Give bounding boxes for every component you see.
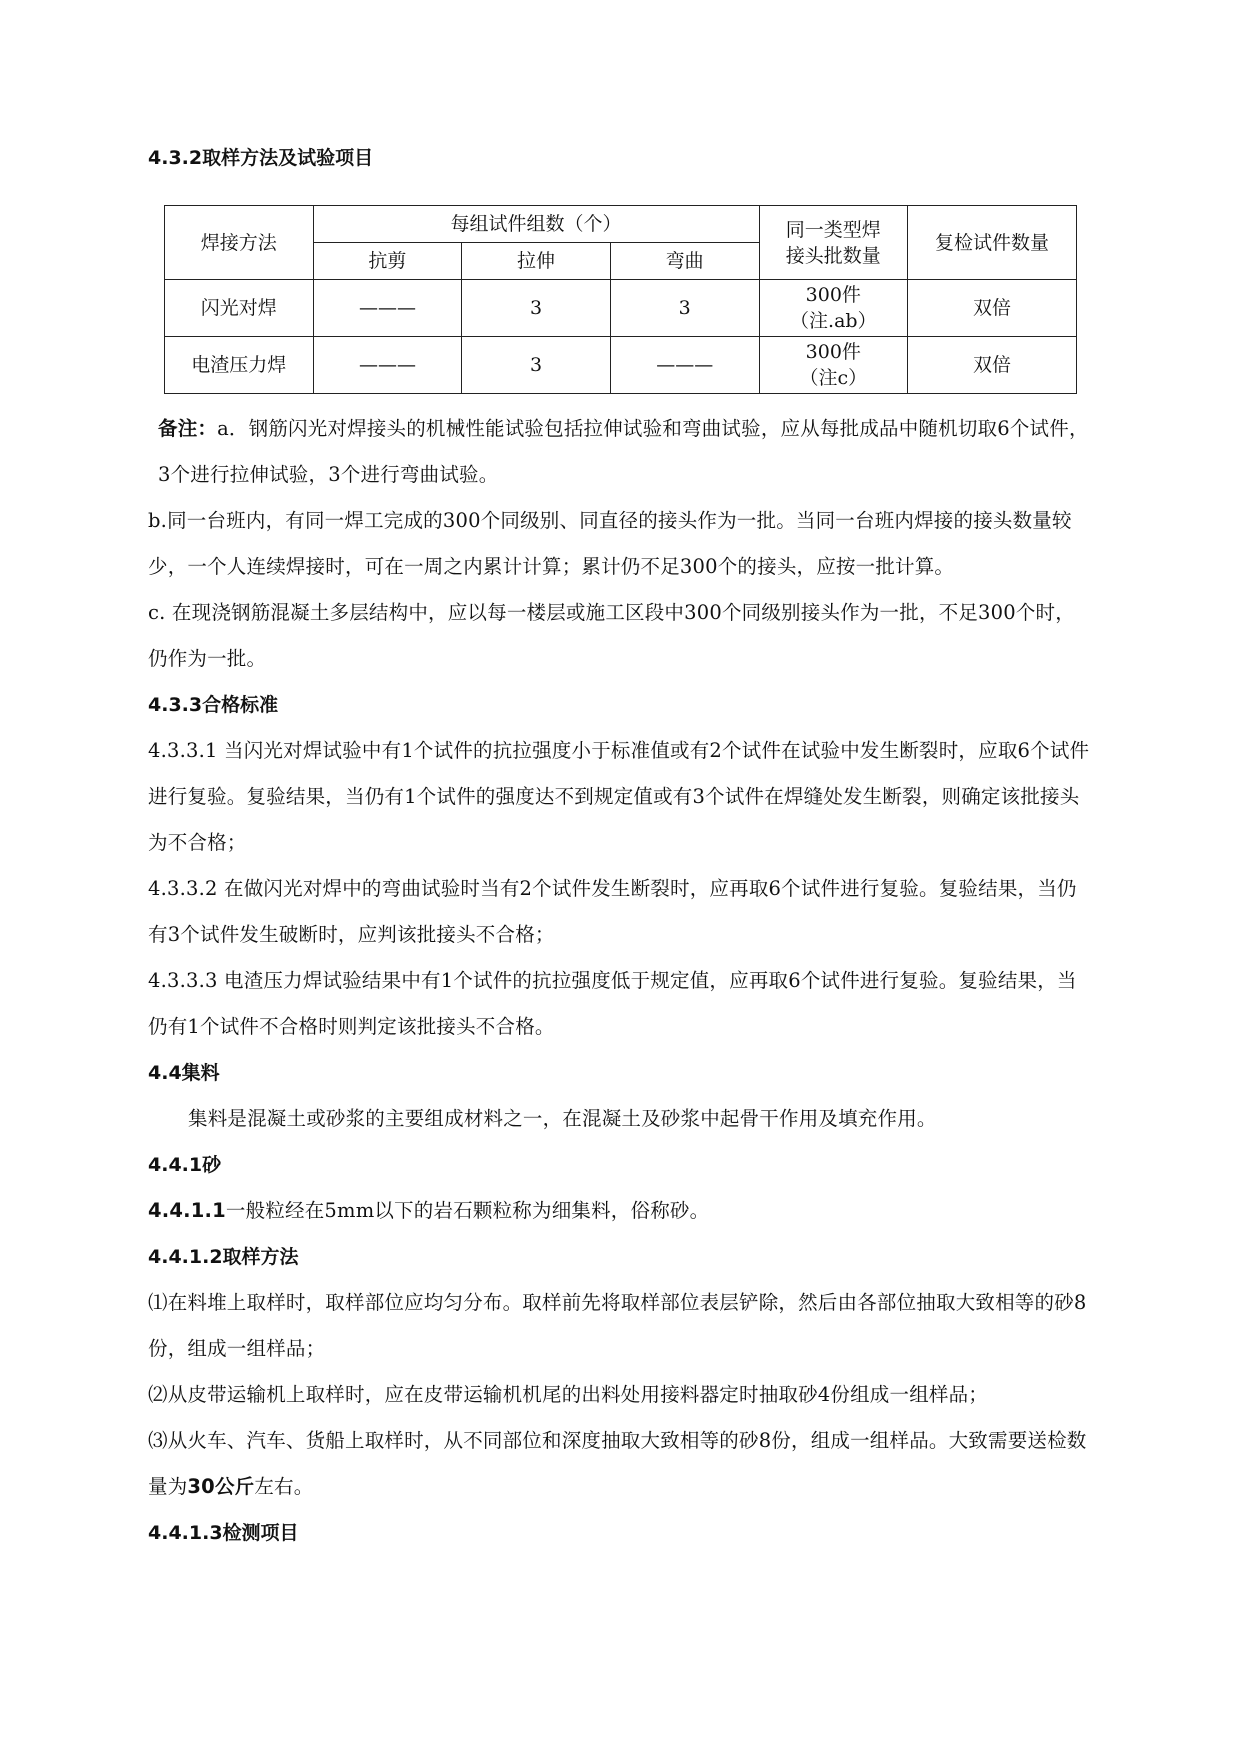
header-method: 焊接方法 [165,206,314,280]
note-c: c. 在现浇钢筋混凝土多层结构中，应以每一楼层或施工区段中300个同级别接头作为一批，不足300个时，仍作为一批。 [148,601,1075,670]
header-group-count: 每组试件组数（个） [313,206,759,243]
cell-shear: ——— [313,280,462,337]
section-heading-4-3-3: 4.3.3合格标准 [148,694,279,716]
header-shear: 抗剪 [313,243,462,280]
cell-bend: ——— [610,337,759,394]
sampling-table [164,205,1077,394]
item3-bold-amount: 30公斤 [187,1475,255,1498]
cell-recheck: 双倍 [908,280,1077,337]
item3-text-2: 左右。 [254,1475,314,1498]
header-bend: 弯曲 [610,243,759,280]
section-heading-4-4-1-2: 4.4.1.2取样方法 [148,1246,299,1268]
header-tensile: 拉伸 [462,243,611,280]
cell-bend: 3 [610,280,759,337]
cell-method: 电渣压力焊 [165,337,314,394]
para-4-4-1-1 [148,1188,1093,1234]
cell-shear: ——— [313,337,462,394]
section-heading-4-3-2: 4.3.2取样方法及试验项目 [148,147,374,169]
header-batch-text: 同一类型焊接头批数量 [785,218,881,267]
item3-text-1: ⑶从火车、汽车、货船上取样时，从不同部位和深度抽取大致相等的砂8份，组成一组样品。大致需要送检数量为 [148,1429,1087,1498]
table-row [165,337,1077,394]
cell-tensile: 3 [462,280,611,337]
cell-batch [759,337,908,394]
cell-method: 闪光对焊 [165,280,314,337]
para-4-4-1-1-label: 4.4.1.1 [148,1199,226,1222]
note-b: b.同一台班内，有同一焊工完成的300个同级别、同直径的接头作为一批。当同一台班内焊接的接头数量较少，一个人连续焊接时，可在一周之内累计计算；累计仍不足300个的接头，应按一批计算。 [148,509,1072,578]
header-batch [759,206,908,280]
cell-batch [759,280,908,337]
list-item: ⑴在料堆上取样时，取样部位应均匀分布。取样前先将取样部位表层铲除，然后由各部位抽取大致相等的砂8份，组成一组样品； [148,1291,1087,1360]
para-4-3-3-3: 4.3.3.3 电渣压力焊试验结果中有1个试件的抗拉强度低于规定值，应再取6个试件进行复验。复验结果，当仍有1个试件不合格时则判定该批接头不合格。 [148,969,1077,1038]
para-4-3-3-2: 4.3.3.2 在做闪光对焊中的弯曲试验时当有2个试件发生断裂时，应再取6个试件进行复验。复验结果，当仍有3个试件发生破断时，应判该批接头不合格； [148,877,1077,946]
para-4-3-3-1: 4.3.3.1 当闪光对焊试验中有1个试件的抗拉强度小于标准值或有2个试件在试验中发生断裂时，应取6个试件进行复验。复验结果，当仍有1个试件的强度达不到规定值或有3个试件在焊缝处发生断裂，则确定该批接头为不合格； [148,739,1090,854]
body-text [148,406,1093,1556]
cell-recheck: 双倍 [908,337,1077,394]
list-item [148,1418,1093,1510]
note-label: 备注： [158,417,218,440]
list-item: ⑵从皮带运输机上取样时，应在皮带运输机机尾的出料处用接料器定时抽取砂4份组成一组样品； [148,1383,989,1406]
section-heading-4-4-1-3: 4.4.1.3检测项目 [148,1522,299,1544]
note-a [148,406,1093,498]
section-heading-4-4-1: 4.4.1砂 [148,1154,222,1176]
cell-batch-line2: （注c） [799,367,868,389]
cell-batch-line1: 300件 [805,341,861,363]
para-4-4-1-1-text: 一般粒经在5mm以下的岩石颗粒称为细集料，俗称砂。 [225,1199,710,1222]
note-a-text: a．钢筋闪光对焊接头的机械性能试验包括拉伸试验和弯曲试验，应从每批成品中随机切取6个试件，3个进行拉伸试验，3个进行弯曲试验。 [158,417,1089,486]
cell-tensile: 3 [462,337,611,394]
header-recheck: 复检试件数量 [908,206,1077,280]
cell-batch-line1: 300件 [805,284,861,306]
para-4-4: 集料是混凝土或砂浆的主要组成材料之一，在混凝土及砂浆中起骨干作用及填充作用。 [188,1107,937,1130]
table-row [165,280,1077,337]
cell-batch-line2: （注.ab） [790,310,877,332]
section-heading-4-4: 4.4集料 [148,1062,220,1084]
